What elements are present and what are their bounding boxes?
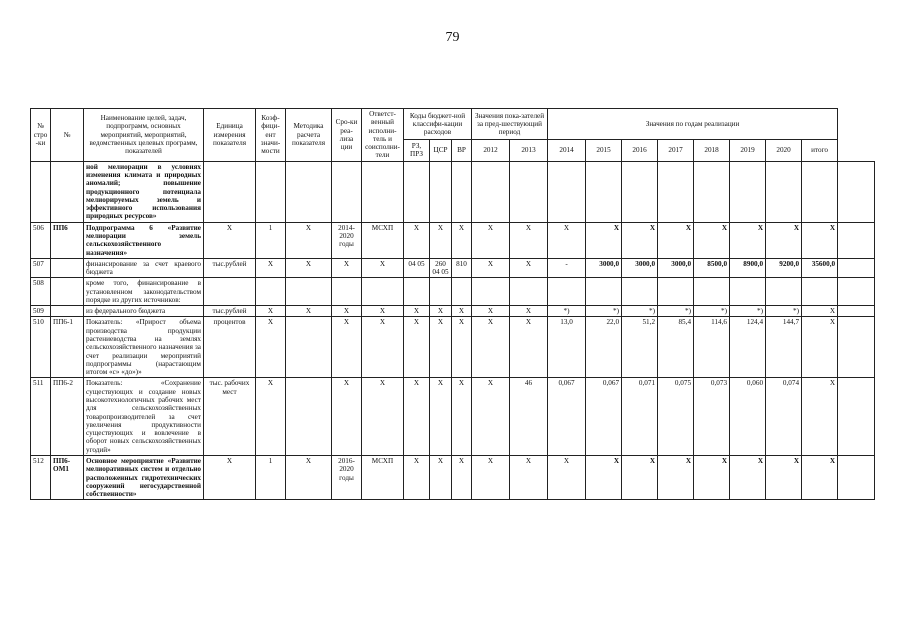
value-cell: Х [332, 378, 362, 456]
value-cell [586, 161, 622, 222]
value-cell: Х [658, 222, 694, 258]
table-body [31, 161, 875, 500]
value-cell: Х [730, 222, 766, 258]
value-cell: 22,0 [586, 317, 622, 378]
value-cell: тыс. рабочих мест [204, 378, 256, 456]
value-cell [404, 278, 430, 306]
value-cell: Х [362, 306, 404, 317]
table-row [31, 378, 875, 456]
value-cell: 810 [452, 258, 472, 278]
value-cell: Х [472, 378, 510, 456]
row-number-cell: 507 [31, 258, 51, 278]
header-prev-values: Значения пока-зателей за пред-шествующий период [472, 109, 548, 140]
value-cell [362, 161, 404, 222]
value-cell [802, 278, 838, 306]
header-total: итого [802, 139, 838, 161]
value-cell [766, 278, 802, 306]
value-cell: Х [510, 317, 548, 378]
value-cell: Х [452, 222, 472, 258]
value-cell: Х [622, 455, 658, 499]
value-cell [256, 161, 286, 222]
value-cell: Х [472, 317, 510, 378]
value-cell: Х [404, 317, 430, 378]
value-cell [730, 161, 766, 222]
value-cell: Х [802, 306, 838, 317]
value-cell [472, 161, 510, 222]
row-number-cell: 511 [31, 378, 51, 456]
row-number-cell: 509 [31, 306, 51, 317]
value-cell [658, 278, 694, 306]
value-cell: 3000,0 [586, 258, 622, 278]
value-cell [766, 161, 802, 222]
value-cell: 0,060 [730, 378, 766, 456]
value-cell: 0,075 [658, 378, 694, 456]
value-cell [430, 278, 452, 306]
value-cell: Х [286, 306, 332, 317]
table-row [31, 455, 875, 499]
value-cell: Х [802, 378, 838, 456]
value-cell [510, 278, 548, 306]
value-cell: тыс.рублей [204, 258, 256, 278]
item-code-cell: ПП6 [51, 222, 84, 258]
value-cell: Х [332, 306, 362, 317]
header-csr: ЦСР [430, 139, 452, 161]
value-cell [286, 161, 332, 222]
value-cell: 13,0 [548, 317, 586, 378]
value-cell: МСХП [362, 222, 404, 258]
value-cell: Х [802, 222, 838, 258]
value-cell: *) [658, 306, 694, 317]
value-cell: Х [510, 222, 548, 258]
value-cell: Х [256, 306, 286, 317]
value-cell [838, 378, 875, 456]
value-cell: Х [548, 222, 586, 258]
item-code-cell: ПП6-ОМ1 [51, 455, 84, 499]
header-terms: Сро-ки реа-лиза ции [332, 109, 362, 162]
table-row [31, 306, 875, 317]
value-cell: Х [256, 317, 286, 378]
value-cell: Х [404, 455, 430, 499]
value-cell: 46 [510, 378, 548, 456]
header-row-no: № стро-ки [31, 109, 51, 162]
value-cell: МСХП [362, 455, 404, 499]
value-cell: Х [452, 455, 472, 499]
value-cell: Х [404, 378, 430, 456]
header-num: № [51, 109, 84, 162]
value-cell [838, 455, 875, 499]
value-cell [838, 161, 875, 222]
table-row [31, 258, 875, 278]
value-cell: Х [256, 378, 286, 456]
header-y2013: 2013 [510, 139, 548, 161]
value-cell: Х [694, 455, 730, 499]
value-cell: Х [586, 222, 622, 258]
page-number: 79 [445, 30, 460, 45]
value-cell: Х [430, 306, 452, 317]
item-code-cell [51, 306, 84, 317]
header-y2012: 2012 [472, 139, 510, 161]
row-number-cell: 512 [31, 455, 51, 499]
value-cell: 8500,0 [694, 258, 730, 278]
value-cell [332, 161, 362, 222]
value-cell: Х [472, 222, 510, 258]
value-cell: Х [472, 455, 510, 499]
value-cell: Х [802, 455, 838, 499]
item-name-cell: Показатель: «Сохранение существующих и создание новых высокотехнологичных рабочих мест для сельскохозяйственных товаропроизводителей за счет увеличения продуктивности существующих и вовлечение в оборот новых сельскохозяйственных угодий» [84, 378, 204, 456]
value-cell [404, 161, 430, 222]
value-cell: Х [286, 222, 332, 258]
table-row [31, 222, 875, 258]
value-cell: Х [204, 222, 256, 258]
value-cell: *) [694, 306, 730, 317]
item-code-cell: ПП6-1 [51, 317, 84, 378]
value-cell: Х [286, 258, 332, 278]
value-cell: Х [510, 455, 548, 499]
value-cell: 0,067 [586, 378, 622, 456]
table-header [31, 109, 875, 162]
row-number-cell: 508 [31, 278, 51, 306]
value-cell: 85,4 [658, 317, 694, 378]
value-cell [586, 278, 622, 306]
value-cell: Х [404, 222, 430, 258]
value-cell: *) [548, 306, 586, 317]
value-cell: процентов [204, 317, 256, 378]
header-y2015: 2015 [586, 139, 622, 161]
value-cell: 8900,0 [730, 258, 766, 278]
value-cell: Х [766, 222, 802, 258]
value-cell: 3000,0 [622, 258, 658, 278]
value-cell: Х [452, 378, 472, 456]
value-cell [802, 161, 838, 222]
header-y2018: 2018 [694, 139, 730, 161]
value-cell: 114,6 [694, 317, 730, 378]
item-code-cell [51, 258, 84, 278]
value-cell: Х [430, 378, 452, 456]
value-cell [472, 278, 510, 306]
value-cell: 124,4 [730, 317, 766, 378]
value-cell [838, 278, 875, 306]
value-cell: - [548, 258, 586, 278]
value-cell: 04 05 [404, 258, 430, 278]
value-cell [694, 278, 730, 306]
value-cell: *) [586, 306, 622, 317]
value-cell: *) [766, 306, 802, 317]
header-vr: ВР [452, 139, 472, 161]
value-cell: 51,2 [622, 317, 658, 378]
value-cell: Х [362, 258, 404, 278]
table-row [31, 161, 875, 222]
item-name-cell: из федерального бюджета [84, 306, 204, 317]
value-cell [452, 161, 472, 222]
value-cell [730, 278, 766, 306]
value-cell [694, 161, 730, 222]
value-cell [332, 278, 362, 306]
header-y2017: 2017 [658, 139, 694, 161]
value-cell [286, 317, 332, 378]
value-cell: Х [802, 317, 838, 378]
value-cell [362, 278, 404, 306]
header-y2014: 2014 [548, 139, 586, 161]
value-cell: Х [472, 306, 510, 317]
indicators-table [30, 108, 875, 500]
value-cell: тыс.рублей [204, 306, 256, 317]
item-name-cell: ной мелиорации в условиях изменения климата и природных аномалий; повышение продукционного потенциала мелиорируемых земель и эффективного использования природных ресурсов» [84, 161, 204, 222]
value-cell: Х [658, 455, 694, 499]
header-y2016: 2016 [622, 139, 658, 161]
value-cell: Х [430, 455, 452, 499]
value-cell: *) [622, 306, 658, 317]
value-cell: 0,067 [548, 378, 586, 456]
value-cell [256, 278, 286, 306]
value-cell: Х [586, 455, 622, 499]
value-cell: Х [622, 222, 658, 258]
value-cell: 2016-2020 годы [332, 455, 362, 499]
item-name-cell: Подпрограмма 6 «Развитие мелиорации земель сельскохозяйственного назначения» [84, 222, 204, 258]
header-year-values: Значения по годам реализации [548, 109, 838, 140]
header-coef: Коэф-фици-ент значи-мости [256, 109, 286, 162]
value-cell: Х [472, 258, 510, 278]
value-cell [548, 161, 586, 222]
value-cell [548, 278, 586, 306]
row-number-cell: 510 [31, 317, 51, 378]
value-cell: 9200,0 [766, 258, 802, 278]
value-cell: Х [332, 317, 362, 378]
value-cell [430, 161, 452, 222]
value-cell: Х [332, 258, 362, 278]
value-cell: Х [430, 317, 452, 378]
value-cell: 0,074 [766, 378, 802, 456]
value-cell: Х [510, 258, 548, 278]
row-number-cell [31, 161, 51, 222]
value-cell: 2014-2020 годы [332, 222, 362, 258]
header-executor: Ответст-венный исполни-тель и соисполни-тели [362, 109, 404, 162]
item-name-cell: Показатель: «Прирост объема производства продукции растениеводства на землях сельскохозяйственного назначения за счет реализации мероприятий подпрограммы (нарастающим итогом «с» «до»)» [84, 317, 204, 378]
value-cell: Х [452, 317, 472, 378]
value-cell: Х [404, 306, 430, 317]
table-row [31, 317, 875, 378]
row-number-cell: 506 [31, 222, 51, 258]
value-cell [204, 278, 256, 306]
table-row [31, 278, 875, 306]
header-unit: Единица измерения показателя [204, 109, 256, 162]
value-cell [286, 378, 332, 456]
value-cell: Х [510, 306, 548, 317]
item-code-cell [51, 161, 84, 222]
value-cell [838, 222, 875, 258]
value-cell: Х [548, 455, 586, 499]
value-cell: Х [256, 258, 286, 278]
item-name-cell: кроме того, финансирование в установленном законодательством порядке из других источников: [84, 278, 204, 306]
header-y2020: 2020 [766, 139, 802, 161]
value-cell: Х [730, 455, 766, 499]
value-cell: Х [766, 455, 802, 499]
value-cell: 35600,0 [802, 258, 838, 278]
value-cell [838, 317, 875, 378]
header-y2019: 2019 [730, 139, 766, 161]
value-cell [510, 161, 548, 222]
value-cell: Х [430, 222, 452, 258]
header-rz: РЗ, ПРЗ [404, 139, 430, 161]
value-cell [622, 161, 658, 222]
value-cell: 3000,0 [658, 258, 694, 278]
item-code-cell [51, 278, 84, 306]
value-cell: 1 [256, 222, 286, 258]
header-budget-codes: Коды бюджет-ной классифи-кации расходов [404, 109, 472, 140]
value-cell: Х [286, 455, 332, 499]
value-cell [838, 306, 875, 317]
value-cell: 144,7 [766, 317, 802, 378]
value-cell [658, 161, 694, 222]
value-cell: 0,071 [622, 378, 658, 456]
value-cell: Х [694, 222, 730, 258]
value-cell [838, 258, 875, 278]
value-cell [622, 278, 658, 306]
item-name-cell: финансирование за счет краевого бюджета [84, 258, 204, 278]
item-code-cell: ПП6-2 [51, 378, 84, 456]
value-cell: 260 04 05 [430, 258, 452, 278]
value-cell [452, 278, 472, 306]
value-cell: 0,073 [694, 378, 730, 456]
value-cell: Х [452, 306, 472, 317]
value-cell [204, 161, 256, 222]
value-cell: Х [204, 455, 256, 499]
item-name-cell: Основное мероприятие «Развитие мелиоративных систем и отдельно расположенных гидротехнических сооружений негосударственной собственности» [84, 455, 204, 499]
header-method: Методика расчета показателя [286, 109, 332, 162]
value-cell: *) [730, 306, 766, 317]
value-cell: 1 [256, 455, 286, 499]
value-cell: Х [362, 378, 404, 456]
header-name: Наименование целей, задач, подпрограмм, основных мероприятий, мероприятий, ведомственных целевых программ, показателей [84, 109, 204, 162]
value-cell [286, 278, 332, 306]
value-cell: Х [362, 317, 404, 378]
